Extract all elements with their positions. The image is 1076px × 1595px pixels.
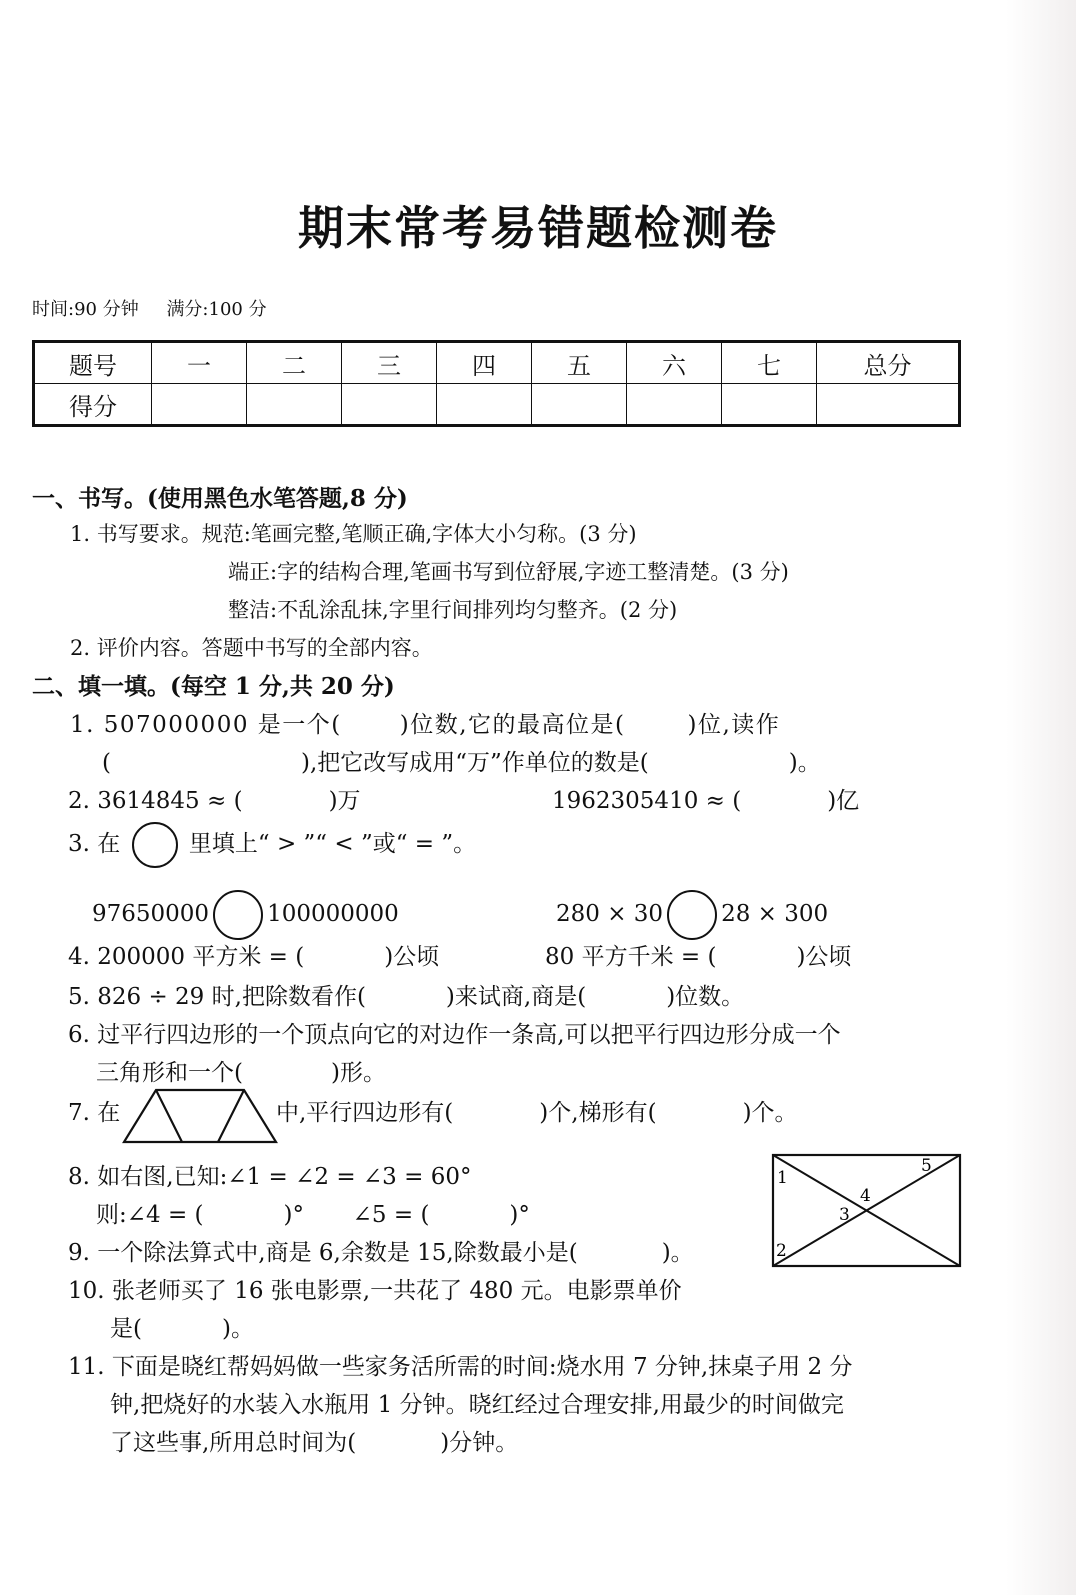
text: 9. 一个除法算式中,商是 6,余数是 15,除数最小是( <box>68 1240 578 1266</box>
section1-heading: 一、书写。(使用黑色水笔答题,8 分) <box>32 485 408 512</box>
text: 了这些事,所用总时间为( <box>110 1430 357 1456</box>
s1-q1-duanzheng: 端正:字的结构合理,笔画书写到位舒展,字迹工整清楚。(3 分) <box>228 560 789 584</box>
text: )形。 <box>330 1060 386 1086</box>
text: 28 × 300 <box>721 901 829 927</box>
score-input-cell[interactable] <box>532 384 627 426</box>
text: )分钟。 <box>440 1430 519 1456</box>
text: )万 <box>328 788 361 814</box>
text: 是( <box>110 1316 142 1342</box>
angle-label-2: 2 <box>776 1241 787 1261</box>
s1-q1-requirements: 1. 书写要求。规范:笔画完整,笔顺正确,字体大小匀称。(3 分) <box>70 522 637 546</box>
text: )公顷 <box>796 944 852 970</box>
text: 三角形和一个( <box>96 1060 243 1086</box>
score-table <box>32 340 961 427</box>
s2-q6-line2 <box>96 1054 386 1087</box>
exam-meta <box>32 295 289 321</box>
s2-q6-line1: 6. 过平行四边形的一个顶点向它的对边作一条高,可以把平行四边形分成一个 <box>68 1022 841 1048</box>
inner-line-1 <box>156 1090 182 1142</box>
text: )位数,它的最高位是( <box>399 712 626 738</box>
s2-q2 <box>68 782 361 815</box>
page-title: 期末常考易错题检测卷 <box>298 201 778 255</box>
score-input-cell[interactable] <box>152 384 247 426</box>
s2-q4 <box>68 938 439 971</box>
score-header-cell: 题号 <box>34 342 152 384</box>
s2-q10-line2 <box>110 1310 254 1343</box>
s2-q3-compare1 <box>92 890 399 940</box>
circle-icon <box>132 822 178 868</box>
score-header-cell: 四 <box>437 342 532 384</box>
score-input-cell[interactable] <box>722 384 817 426</box>
s2-q11-line1: 11. 下面是晓红帮妈妈做一些家务活所需的时间:烧水用 7 分钟,抹桌子用 2 分 <box>68 1354 853 1380</box>
score-table-score-row <box>34 384 960 426</box>
s2-q1-line1 <box>70 706 780 739</box>
s2-q2-part2 <box>552 782 859 815</box>
trapezoid-outline <box>124 1090 276 1142</box>
s2-q4-part2 <box>545 938 851 971</box>
s2-q8-line1: 8. 如右图,已知:∠1 = ∠2 = ∠3 = 60° <box>68 1164 472 1190</box>
s2-q5 <box>68 978 744 1011</box>
text: )个,梯形有( <box>539 1100 657 1126</box>
text: ( <box>102 750 111 776</box>
text: ),把它改写成用“万”作单位的数是( <box>300 750 649 776</box>
score-header-cell: 二 <box>247 342 342 384</box>
s2-q11-line3 <box>110 1424 518 1457</box>
text: )亿 <box>827 788 860 814</box>
s2-q9 <box>68 1234 694 1267</box>
text: 4. 200000 平方米 = ( <box>68 944 305 970</box>
s2-q1-line2 <box>102 744 821 777</box>
angle-label-5: 5 <box>921 1156 932 1176</box>
text: )° <box>283 1202 305 1228</box>
angle-label-3: 3 <box>839 1205 850 1225</box>
text: 1. 507000000 是一个( <box>70 712 342 738</box>
score-header-cell: 总分 <box>817 342 960 384</box>
text: )° <box>509 1202 530 1228</box>
s2-q8-line2 <box>96 1196 530 1229</box>
score-input-cell[interactable] <box>627 384 722 426</box>
compare-circle-1[interactable] <box>213 890 263 940</box>
text: )个。 <box>742 1100 798 1126</box>
s2-q11-line2: 钟,把烧好的水装入水瓶用 1 分钟。晓红经过合理安排,用最少的时间做完 <box>110 1392 844 1418</box>
score-input-cell[interactable] <box>817 384 960 426</box>
text: 1962305410 ≈ ( <box>552 788 742 814</box>
s2-q3 <box>68 822 476 868</box>
text: 80 平方千米 = ( <box>545 944 717 970</box>
score-input-cell[interactable] <box>342 384 437 426</box>
angle-label-1: 1 <box>777 1168 788 1188</box>
text: 97650000 <box>92 901 210 927</box>
trapezoid-figure <box>120 1086 280 1146</box>
text: )。 <box>788 750 821 776</box>
s1-q1-zhengjie: 整洁:不乱涂乱抹,字里行间排列均匀整齐。(2 分) <box>228 598 678 622</box>
time-limit: 时间:90 分钟 <box>32 299 139 320</box>
s2-q7-rest <box>276 1094 798 1127</box>
text: )公顷 <box>384 944 440 970</box>
section2-heading: 二、填一填。(每空 1 分,共 20 分) <box>32 673 395 700</box>
inner-line-2 <box>218 1090 244 1142</box>
text: 5. 826 ÷ 29 时,把除数看作( <box>68 984 366 1010</box>
text: ∠5 = ( <box>352 1202 430 1228</box>
s2-q3-compare2 <box>556 890 828 940</box>
text: )。 <box>221 1316 254 1342</box>
score-row-label: 得分 <box>34 384 152 426</box>
score-header-cell: 七 <box>722 342 817 384</box>
text: 280 × 30 <box>556 901 664 927</box>
score-input-cell[interactable] <box>247 384 342 426</box>
score-header-cell: 一 <box>152 342 247 384</box>
rectangle-diagonals-figure <box>770 1152 964 1270</box>
text: 中,平行四边形有( <box>276 1100 454 1126</box>
text: )位数。 <box>666 984 745 1010</box>
s2-q7-label: 7. 在 <box>68 1100 121 1126</box>
angle-label-4: 4 <box>860 1186 871 1206</box>
s1-q2-evaluation: 2. 评价内容。答题中书写的全部内容。 <box>70 636 433 660</box>
full-score: 满分:100 分 <box>166 299 267 320</box>
text: 100000000 <box>267 901 399 927</box>
compare-circle-2[interactable] <box>667 890 717 940</box>
score-header-cell: 五 <box>532 342 627 384</box>
text: 3. 在 <box>68 831 121 857</box>
text: )。 <box>661 1240 694 1266</box>
score-table-header-row <box>34 342 960 384</box>
score-input-cell[interactable] <box>437 384 532 426</box>
text: )来试商,商是( <box>445 984 587 1010</box>
text: 则:∠4 = ( <box>96 1202 204 1228</box>
text: 2. 3614845 ≈ ( <box>68 788 243 814</box>
score-header-cell: 六 <box>627 342 722 384</box>
score-header-cell: 三 <box>342 342 437 384</box>
s2-q10-line1: 10. 张老师买了 16 张电影票,一共花了 480 元。电影票单价 <box>68 1278 682 1304</box>
text: 里填上“ > ”“ < ”或“ = ”。 <box>188 831 477 857</box>
text: )位,读作 <box>687 712 781 738</box>
